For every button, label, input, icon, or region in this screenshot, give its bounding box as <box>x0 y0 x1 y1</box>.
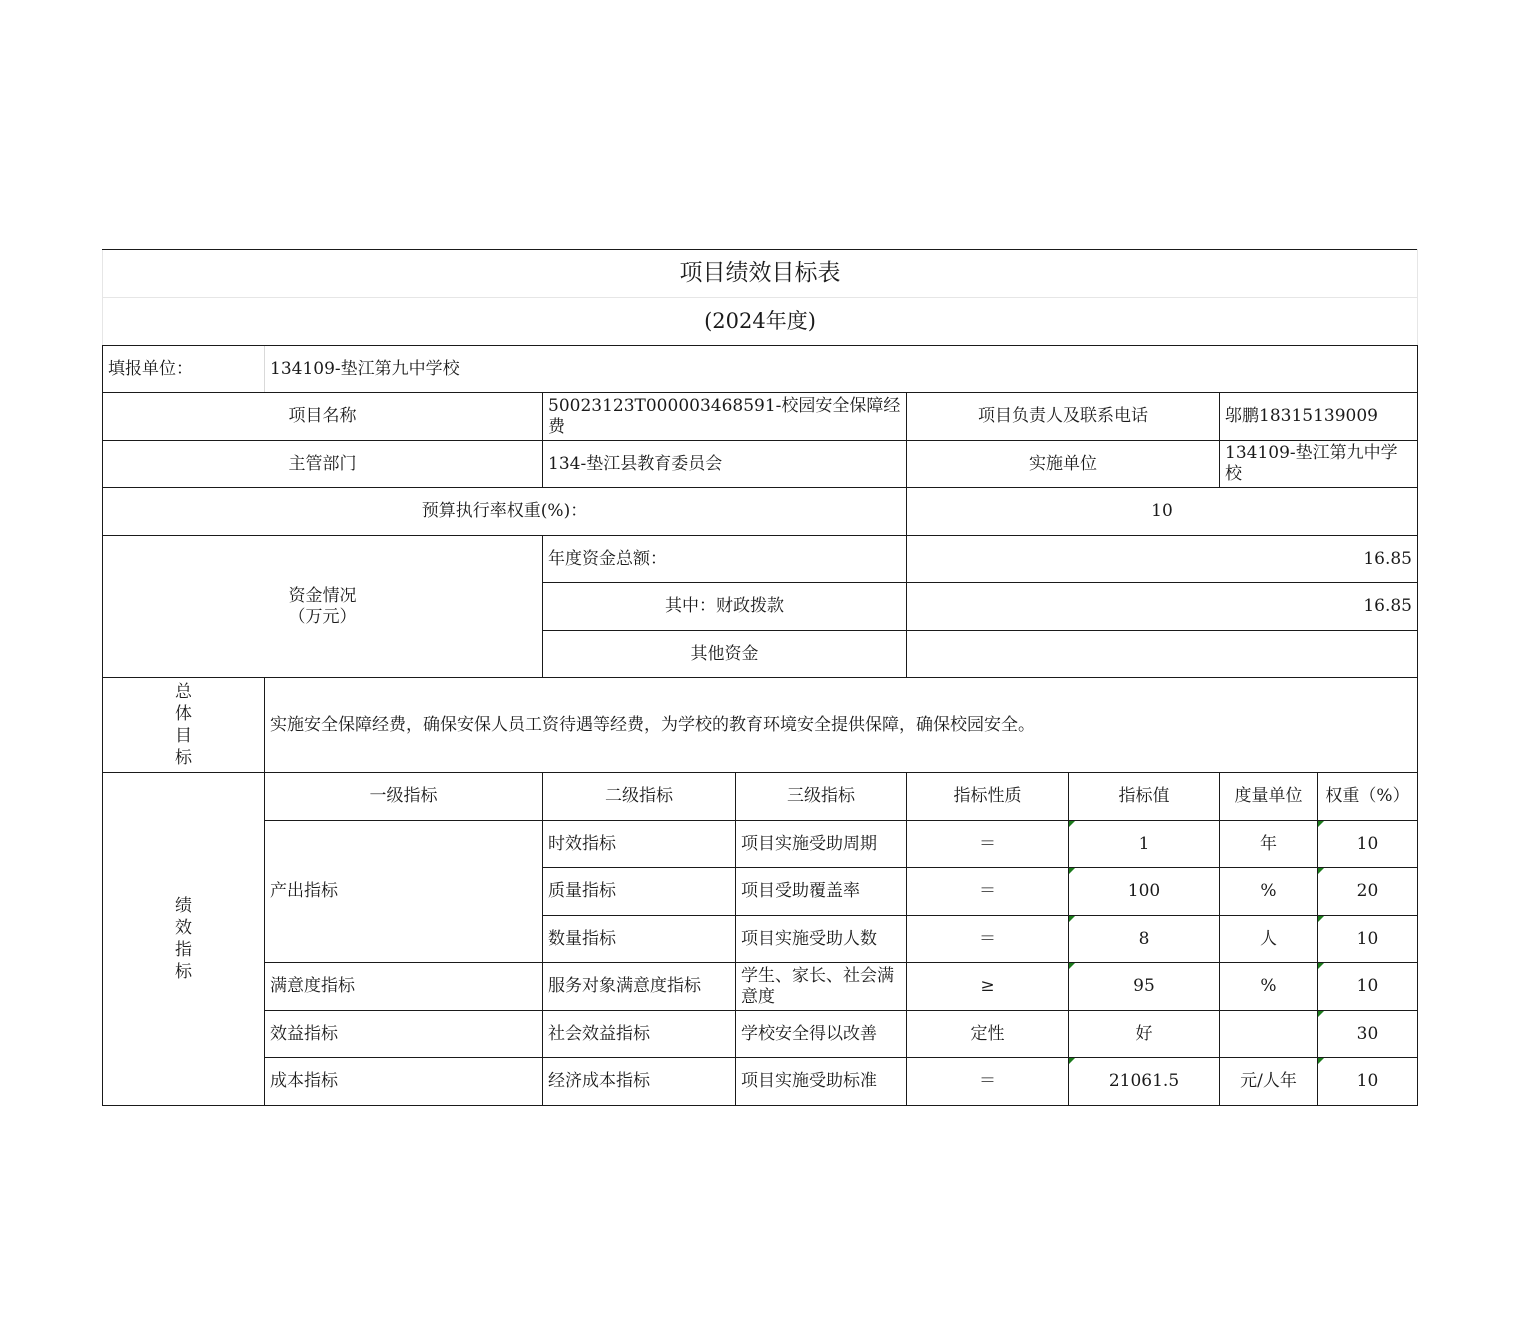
level3-cell: 项目实施受助人数 <box>736 916 907 963</box>
overall-goal-text: 实施安全保障经费，确保安保人员工资待遇等经费，为学校的教育环境安全提供保障，确保校园安全。 <box>265 678 1418 773</box>
weight-cell: 10 <box>1318 916 1418 963</box>
header-value: 指标值 <box>1069 773 1220 821</box>
level1-cell: 成本指标 <box>265 1058 543 1106</box>
project-name-value: 50023123T000003468591-校园安全保障经费 <box>543 393 907 441</box>
level3-cell: 项目实施受助周期 <box>736 821 907 868</box>
unit-label: 填报单位： <box>103 346 265 393</box>
level1-cell: 效益指标 <box>265 1011 543 1058</box>
dept-label: 主管部门 <box>103 441 543 488</box>
other-funds-label: 其他资金 <box>543 631 907 678</box>
unit-cell: % <box>1220 963 1318 1011</box>
nature-cell: ＝ <box>907 868 1069 916</box>
unit-cell: % <box>1220 868 1318 916</box>
unit-cell: 人 <box>1220 916 1318 963</box>
year-subtitle: (2024年度) <box>103 298 1418 346</box>
level3-cell: 项目实施受助标准 <box>736 1058 907 1106</box>
unit-cell: 元/人年 <box>1220 1058 1318 1106</box>
value-cell: 1 <box>1069 821 1220 868</box>
funds-label-line2: （万元） <box>288 606 357 627</box>
performance-target-table <box>102 249 1418 1106</box>
total-funds-label: 年度资金总额： <box>543 536 907 583</box>
funds-label-line1: 资金情况 <box>288 585 357 606</box>
weight-cell: 10 <box>1318 963 1418 1011</box>
level3-cell: 学生、家长、社会满意度 <box>736 963 907 1011</box>
budget-weight-label: 预算执行率权重(%)： <box>103 488 907 536</box>
header-level3: 三级指标 <box>736 773 907 821</box>
table-row <box>103 1058 1418 1106</box>
impl-unit-label: 实施单位 <box>907 441 1220 488</box>
level1-cell: 满意度指标 <box>265 963 543 1011</box>
nature-cell: ＝ <box>907 821 1069 868</box>
budget-weight-value: 10 <box>907 488 1418 536</box>
level2-cell: 质量指标 <box>543 868 736 916</box>
indicators-label-text: 绩 效 指 标 <box>175 896 192 982</box>
table-row <box>103 821 1418 868</box>
nature-cell: 定性 <box>907 1011 1069 1058</box>
project-name-label: 项目名称 <box>103 393 543 441</box>
level2-cell: 数量指标 <box>543 916 736 963</box>
impl-unit-value: 134109-垫江第九中学校 <box>1220 441 1418 488</box>
contact-value: 邬鹏18315139009 <box>1220 393 1418 441</box>
table-row <box>103 1011 1418 1058</box>
unit-cell: 年 <box>1220 821 1318 868</box>
weight-cell: 20 <box>1318 868 1418 916</box>
weight-cell: 30 <box>1318 1011 1418 1058</box>
overall-goal-label-text: 总 体 目 标 <box>175 682 192 768</box>
indicators-label <box>103 773 265 1106</box>
header-weight: 权重（%） <box>1318 773 1418 821</box>
nature-cell: ＝ <box>907 1058 1069 1106</box>
page-title: 项目绩效目标表 <box>103 250 1418 298</box>
nature-cell: ＝ <box>907 916 1069 963</box>
unit-cell <box>1220 1011 1318 1058</box>
header-level2: 二级指标 <box>543 773 736 821</box>
weight-cell: 10 <box>1318 1058 1418 1106</box>
value-cell: 95 <box>1069 963 1220 1011</box>
value-cell: 21061.5 <box>1069 1058 1220 1106</box>
level3-cell: 项目受助覆盖率 <box>736 868 907 916</box>
nature-cell: ≥ <box>907 963 1069 1011</box>
header-nature: 指标性质 <box>907 773 1069 821</box>
value-cell: 8 <box>1069 916 1220 963</box>
level2-cell: 服务对象满意度指标 <box>543 963 736 1011</box>
fiscal-funds-value: 16.85 <box>907 583 1418 631</box>
header-level1: 一级指标 <box>265 773 543 821</box>
level2-cell: 经济成本指标 <box>543 1058 736 1106</box>
table-row <box>103 963 1418 1011</box>
fiscal-funds-label: 其中：财政拨款 <box>543 583 907 631</box>
total-funds-value: 16.85 <box>907 536 1418 583</box>
overall-goal-label <box>103 678 265 773</box>
unit-value: 134109-垫江第九中学校 <box>265 346 1418 393</box>
level2-cell: 社会效益指标 <box>543 1011 736 1058</box>
value-cell: 100 <box>1069 868 1220 916</box>
other-funds-value <box>907 631 1418 678</box>
header-unit: 度量单位 <box>1220 773 1318 821</box>
level1-cell: 产出指标 <box>265 821 543 963</box>
dept-value: 134-垫江县教育委员会 <box>543 441 907 488</box>
contact-label: 项目负责人及联系电话 <box>907 393 1220 441</box>
level3-cell: 学校安全得以改善 <box>736 1011 907 1058</box>
funds-label <box>103 536 543 678</box>
level2-cell: 时效指标 <box>543 821 736 868</box>
weight-cell: 10 <box>1318 821 1418 868</box>
value-cell: 好 <box>1069 1011 1220 1058</box>
